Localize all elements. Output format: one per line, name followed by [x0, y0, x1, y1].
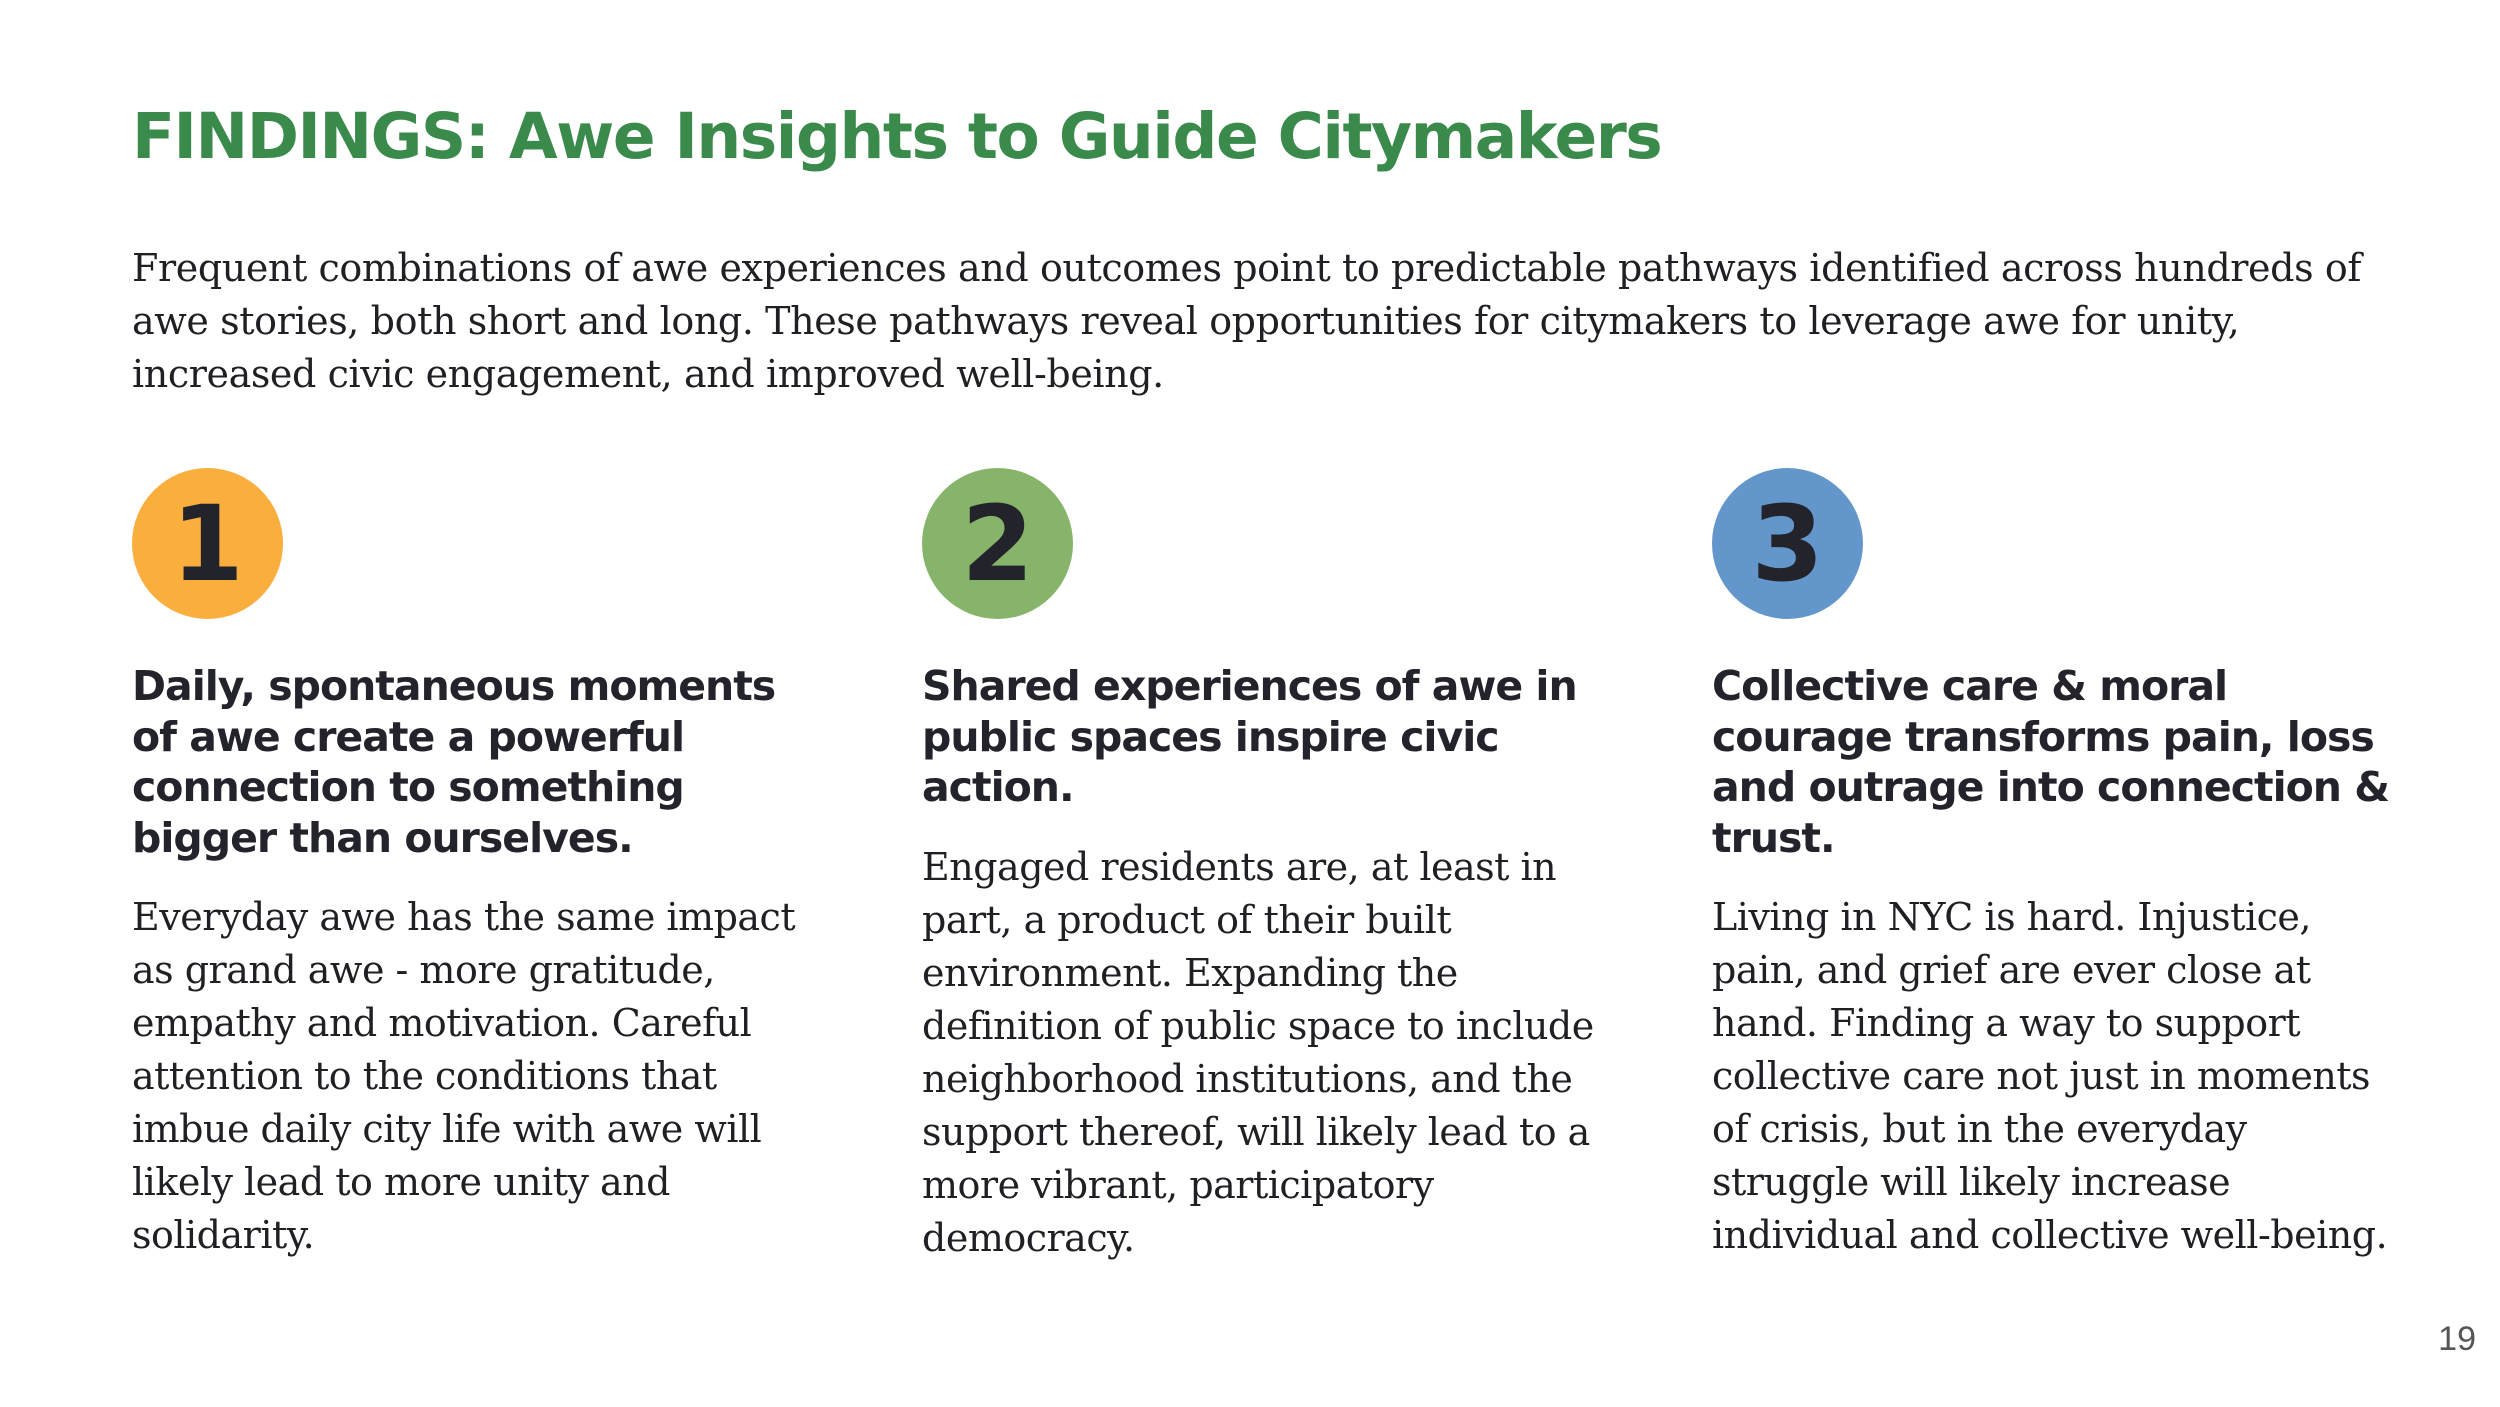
finding-body-3: Living in NYC is hard. Injustice, pain, and grief are ever close at hand. Finding a way to support collective care not just in moments of crisis, but in the everyday struggle will likely increase individual and collective well-being. [1712, 895, 2388, 1257]
finding-heading-3: Collective care & moral courage transforms pain, loss and outrage into connection & trust. [1712, 662, 2390, 862]
finding-column-3 [1712, 468, 2412, 1262]
finding-heading-2: Shared experiences of awe in public spaces inspire civic action. [922, 662, 1577, 811]
finding-column-1 [132, 468, 832, 1262]
finding-body-2: Engaged residents are, at least in part, a product of their built environment. Expanding the definition of public space to include neighborhood institutions, and the support thereof, will likely lead to a more vibrant, participatory democracy. [922, 844, 1594, 1260]
page-number: 19 [2438, 1320, 2476, 1358]
finding-column-2 [922, 468, 1622, 1265]
finding-body-1: Everyday awe has the same impact as grand awe - more gratitude, empathy and motivation. Careful attention to the conditions that imbue daily city life with awe will likely lead to more unity and solidarity. [132, 895, 796, 1257]
number-badge-1: 1 [132, 468, 283, 619]
number-badge-2: 2 [922, 468, 1073, 619]
number-badge-3: 3 [1712, 468, 1863, 619]
intro-paragraph: Frequent combinations of awe experiences and outcomes point to predictable pathways identified across hundreds of awe stories, both short and long. These pathways reveal opportunities for citymakers to leverage awe for unity, increased civic engagement, and improved well-being. [132, 246, 2361, 396]
page-title: FINDINGS: Awe Insights to Guide Citymakers [132, 100, 1662, 173]
finding-heading-1: Daily, spontaneous moments of awe create a powerful connection to something bigger than ourselves. [132, 662, 776, 862]
